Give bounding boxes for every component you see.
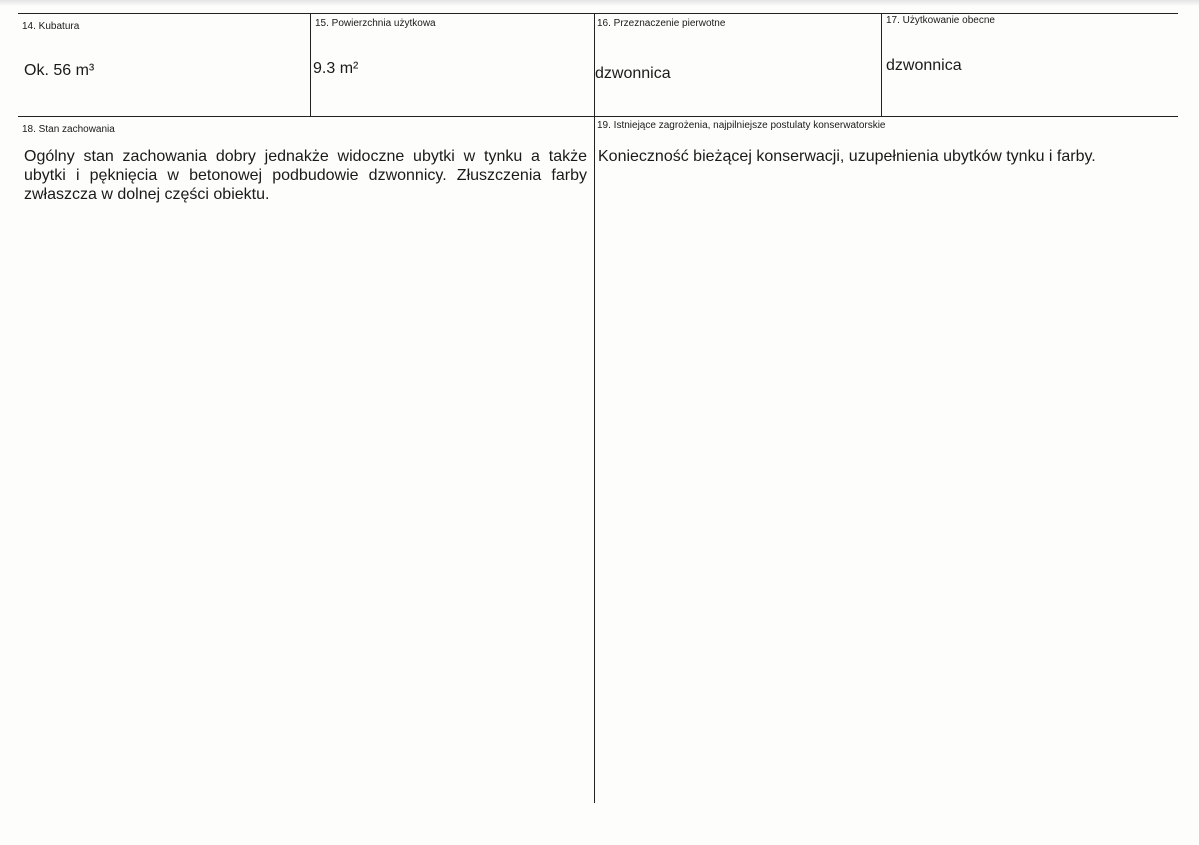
field-value: Konieczność bieżącej konserwacji, uzupełnienia ubytków tynku i farby. bbox=[598, 148, 1096, 165]
field-value: 9.3 m² bbox=[313, 60, 359, 77]
field-value: dzwonnica bbox=[595, 65, 671, 82]
field-value: Ogólny stan zachowania dobry jednakże widoczne ubytki w tynku a także ubytki i pęknięcia w betonowej podbudowie dzwonnicy. Złuszczenia farby zwłaszcza w dolnej części obiektu. bbox=[24, 148, 587, 203]
field-label: 17. Użytkowanie obecne bbox=[886, 15, 995, 26]
table-top-border bbox=[18, 13, 1178, 14]
column-divider bbox=[881, 13, 882, 117]
field-value: Ok. 56 m³ bbox=[24, 62, 95, 79]
field-label: 19. Istniejące zagrożenia, najpilniejsze postulaty konserwatorskie bbox=[597, 120, 886, 131]
field-label: 14. Kubatura bbox=[22, 21, 80, 32]
field-label: 15. Powierzchnia użytkowa bbox=[315, 18, 436, 29]
field-label: 18. Stan zachowania bbox=[22, 124, 115, 135]
column-divider bbox=[310, 13, 311, 117]
column-divider bbox=[594, 13, 595, 803]
field-label: 16. Przeznaczenie pierwotne bbox=[597, 18, 726, 29]
row-divider bbox=[18, 116, 1178, 117]
field-value: dzwonnica bbox=[886, 57, 962, 74]
scan-edge bbox=[0, 0, 1199, 6]
